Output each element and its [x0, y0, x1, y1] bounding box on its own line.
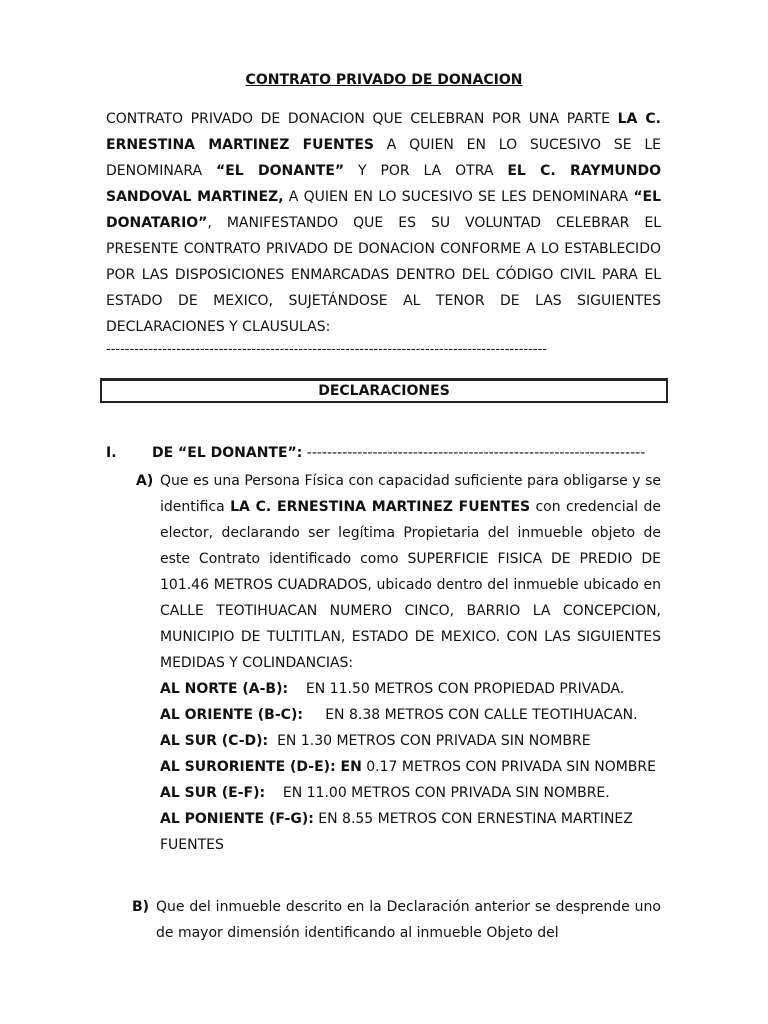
- intro-donee-name: EL C. RAYMUNDO SANDOVAL MARTINEZ,: [106, 163, 662, 205]
- document-title: CONTRATO PRIVADO DE DONACION: [245, 72, 523, 88]
- boundary-text: EN 8.38 METROS CON CALLE TEOTIHUACAN.: [302, 707, 638, 723]
- section-donor-heading: [106, 445, 666, 461]
- boundary-text: EN 1.30 METROS CON PRIVADA SIN NOMBRE: [268, 733, 591, 749]
- section-dashes: -------------------------------------------------------------------: [302, 445, 646, 461]
- boundary-label: AL PONIENTE (F-G):: [160, 811, 314, 827]
- boundary-label: AL NORTE (A-B):: [160, 681, 289, 697]
- intro-text-3: Y POR LA OTRA: [344, 163, 508, 179]
- boundary-text: 0.17 METROS CON PRIVADA SIN NOMBRE: [361, 759, 656, 775]
- boundary-text: EN 8.55 METROS CON ERNESTINA MARTINEZ FUENTES: [160, 811, 633, 853]
- intro-text-5: , MANIFESTANDO QUE ES SU VOLUNTAD CELEBRAR EL PRESENTE CONTRATO PRIVADO DE DONACION CONFORME A LO ESTABLECIDO POR LAS DISPOSICIONES ENMARCADAS DENTRO DEL CÓDIGO CIVIL PARA EL ESTADO DE MEXICO, SUJETÁNDOSE AL TENOR DE LAS SIGUIENTES DECLARACIONES Y CLAUSULAS:: [106, 215, 661, 335]
- boundary-text: EN 11.50 METROS CON PROPIEDAD PRIVADA.: [288, 681, 625, 697]
- boundary-item: [160, 702, 661, 728]
- boundary-item: [160, 728, 661, 754]
- boundary-label: AL SUR (C-D):: [160, 733, 269, 749]
- item-b-text: Que del inmueble descrito en la Declaración anterior se desprende uno de mayor dimensión identificando al inmueble Objeto del: [156, 899, 661, 941]
- declarations-heading: DECLARACIONES: [100, 378, 668, 403]
- boundaries-list: [160, 676, 661, 858]
- boundary-label: AL SUR (E-F):: [160, 785, 266, 801]
- intro-donor-term: “EL DONANTE”: [216, 163, 345, 179]
- boundary-item: [160, 780, 661, 806]
- boundary-item: [160, 676, 661, 702]
- declaration-item-b: [132, 894, 661, 946]
- item-a-text-2: con credencial de elector, declarando ser legítima Propietaria del inmueble objeto de este Contrato identificado como SUPERFICIE FISICA DE PREDIO DE 101.46 METROS CUADRADOS, ubicado dentro del inmueble ubicado en CALLE TEOTIHUACAN NUMERO CINCO, BARRIO LA CONCEPCION, MUNICIPIO DE TULTITLAN, ESTADO DE MEXICO. CON LAS SIGUIENTES MEDIDAS Y COLINDANCIAS:: [160, 499, 661, 671]
- intro-text-2: A QUIEN EN LO SUCESIVO SE LE DENOMINARA: [106, 137, 661, 179]
- item-a-donor-name: LA C. ERNESTINA MARTINEZ FUENTES: [230, 499, 531, 515]
- boundary-item: [160, 806, 661, 858]
- section-label: DE “EL DONANTE”:: [152, 445, 303, 461]
- item-marker-b: B): [132, 899, 150, 915]
- separator-line: ----------------------------------------------------------------------------------------------: [106, 342, 547, 357]
- item-marker-a: A): [136, 473, 154, 489]
- boundary-label: AL ORIENTE (B-C):: [160, 707, 303, 723]
- item-a-text-1: Que es una Persona Física con capacidad suficiente para obligarse y se identifica: [160, 473, 661, 515]
- intro-text-1: CONTRATO PRIVADO DE DONACION QUE CELEBRAN POR UNA PARTE: [106, 111, 618, 127]
- section-number: I.: [106, 445, 117, 461]
- intro-paragraph: [106, 106, 661, 340]
- boundary-item: [160, 754, 661, 780]
- intro-text-4: A QUIEN EN LO SUCESIVO SE LES DENOMINARA: [283, 189, 634, 205]
- declaration-item-a: [136, 468, 661, 676]
- intro-donee-term: “EL DONATARIO”: [106, 189, 661, 231]
- boundary-text: EN 11.00 METROS CON PRIVADA SIN NOMBRE.: [265, 785, 610, 801]
- intro-donor-name: LA C. ERNESTINA MARTINEZ FUENTES: [106, 111, 661, 153]
- boundary-label: AL SURORIENTE (D-E): EN: [160, 759, 362, 775]
